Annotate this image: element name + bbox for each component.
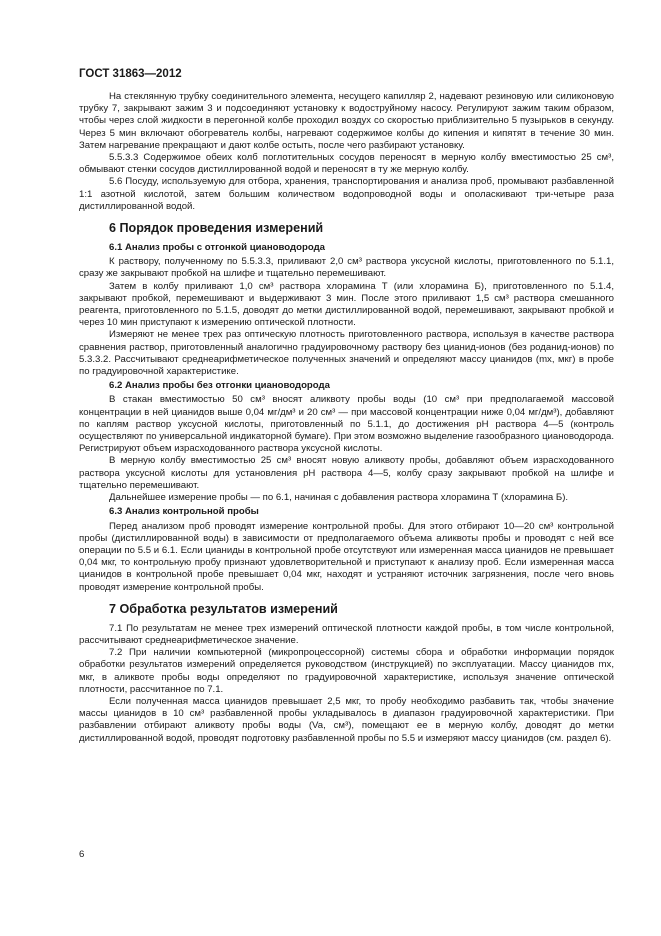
subsection-6-2-heading: 6.2 Анализ пробы без отгонки циановодорода <box>109 380 330 392</box>
page-number: 6 <box>79 849 85 860</box>
paragraph: Затем в колбу приливают 1,0 см³ раствора хлорамина Т (или хлорамина Б), приготовленного по 5.1.4, закрывают пробкой, перемешивают и выдерживают 3 мин. После этого приливают 1,5 см³ раствора смешанного реагента, приготовленного по 5.1.5, доводят до метки дистиллированной водой, перемешивают, закрывают пробкой и через 10 мин приступают к измерению оптической плотности. <box>79 280 614 329</box>
section-7-heading: 7 Обработка результатов измерений <box>109 601 338 616</box>
subsection-6-1-heading: 6.1 Анализ пробы с отгонкой циановодорода <box>109 242 325 254</box>
paragraph: На стеклянную трубку соединительного элемента, несущего капилляр 2, надевают резиновую или силиконовую трубку 7, закрывают зажим 3 и подсоединяют установку к водоструйному насосу. Регулируют зажим таким образом, чтобы через слой жидкости в перегонной колбе проходил воздух со скоростью приблизительно 5 пузырьков в секунду. Через 5 мин включают обогреватель колбы, нагревают содержимое колбы до кипения и кипятят в течение 30 мин. Затем нагревание прекращают и дают колбе остыть, после чего разбирают установку. <box>79 91 614 151</box>
document-body <box>79 91 614 745</box>
document-header: ГОСТ 31863—2012 <box>79 68 182 80</box>
paragraph: 7.1 По результатам не менее трех измерений оптической плотности каждой пробы, в том числе контрольной, рассчитывают среднеарифметическое значение. <box>79 622 614 646</box>
paragraph: Перед анализом проб проводят измерение контрольной пробы. Для этого отбирают 10—20 см³ контрольной пробы (дистиллированной воды) в зависимости от предполагаемого объема аликвоты пробы и проводят с ней все операции по 5.5 и 6.1. Если цианиды в контрольной пробе отсутствуют или измеренная масса цианидов не превышает 0,04 мкг, то контрольную пробу признают удовлетворительной и приступают к анализу проб. Если измеренная масса цианидов в контрольной пробе превышает 0,04 мкг, находят и устраняют источник загрязнения, после чего вновь проводят измерение контрольной пробы. <box>79 520 614 593</box>
paragraph: Измеряют не менее трех раз оптическую плотность приготовленного раствора, используя в качестве раствора сравнения раствор, приготовленный аналогично градуировочному раствору без цианид-ионов (без роданид-ионов) по 5.3.3.2. Рассчитывают среднеарифметическое полученных значений и определяют массу цианидов (mx, мкг) в пробе по градуировочной характеристике. <box>79 329 614 378</box>
paragraph: В мерную колбу вместимостью 25 см³ вносят новую аликвоту пробы, добавляют объем израсходованного раствора уксусной кислоты для установления pH раствора 4—5, колбу сразу закрывают пробкой на шлифе и тщательно перемешивают. <box>79 455 614 491</box>
paragraph: 5.6 Посуду, используемую для отбора, хранения, транспортирования и анализа проб, промывают разбавленной 1:1 азотной кислотой, затем большим количеством водопроводной воды и ополаскивают три-четыре раза дистиллированной водой. <box>79 176 614 212</box>
paragraph: В стакан вместимостью 50 см³ вносят аликвоту пробы воды (10 см³ при предполагаемой массовой концентрации в ней цианидов выше 0,04 мг/дм³ и 20 см³ — при массовой концентрации ниже 0,04 мг/дм³), добавляют по каплям раствор уксусной кислоты, приготовленный по 5.1.1, до достижения pH раствора 4—5 (контроль осуществляют по универсальной индикаторной бумаге). При этом возможно выделение газообразного циановодорода. Регистрируют объем израсходованного раствора уксусной кислоты. <box>79 394 614 455</box>
paragraph: 5.5.3.3 Содержимое обеих колб поглотительных сосудов переносят в мерную колбу вместимостью 25 см³, обмывают стенки сосудов дистиллированной водой и переносят в ту же мерную колбу. <box>79 152 614 176</box>
paragraph: Дальнейшее измерение пробы — по 6.1, начиная с добавления раствора хлорамина Т (хлорамина Б). <box>109 492 569 504</box>
paragraph: Если полученная масса цианидов превышает 2,5 мкг, то пробу необходимо разбавить так, чтобы значение массы цианидов в 10 см³ разбавленной пробы укладывалось в диапазон градуировочной характеристики. При разбавлении отбирают аликвоту пробы воды (Va, см³), помещают ее в мерную колбу, доводят до метки дистиллированной водой, проводят подготовку разбавленной пробы по 5.5 и измеряют массу цианидов (см. раздел 6). <box>79 695 614 744</box>
paragraph: К раствору, полученному по 5.5.3.3, приливают 2,0 см³ раствора уксусной кислоты, приготовленного по 5.1.1, сразу же закрывают пробкой на шлифе и тщательно перемешивают. <box>79 256 614 280</box>
section-6-heading: 6 Порядок проведения измерений <box>109 221 324 236</box>
subsection-6-3-heading: 6.3 Анализ контрольной пробы <box>109 506 259 518</box>
paragraph: 7.2 При наличии компьютерной (микропроцессорной) системы сбора и обработки информации порядок обработки результатов измерений определяется руководством (инструкцией) по эксплуатации. Массу цианидов mx, мкг, в аликвоте пробы воды определяют по градуировочной характеристике, используя значение оптической плотности, рассчитанное по 7.1. <box>79 647 614 695</box>
